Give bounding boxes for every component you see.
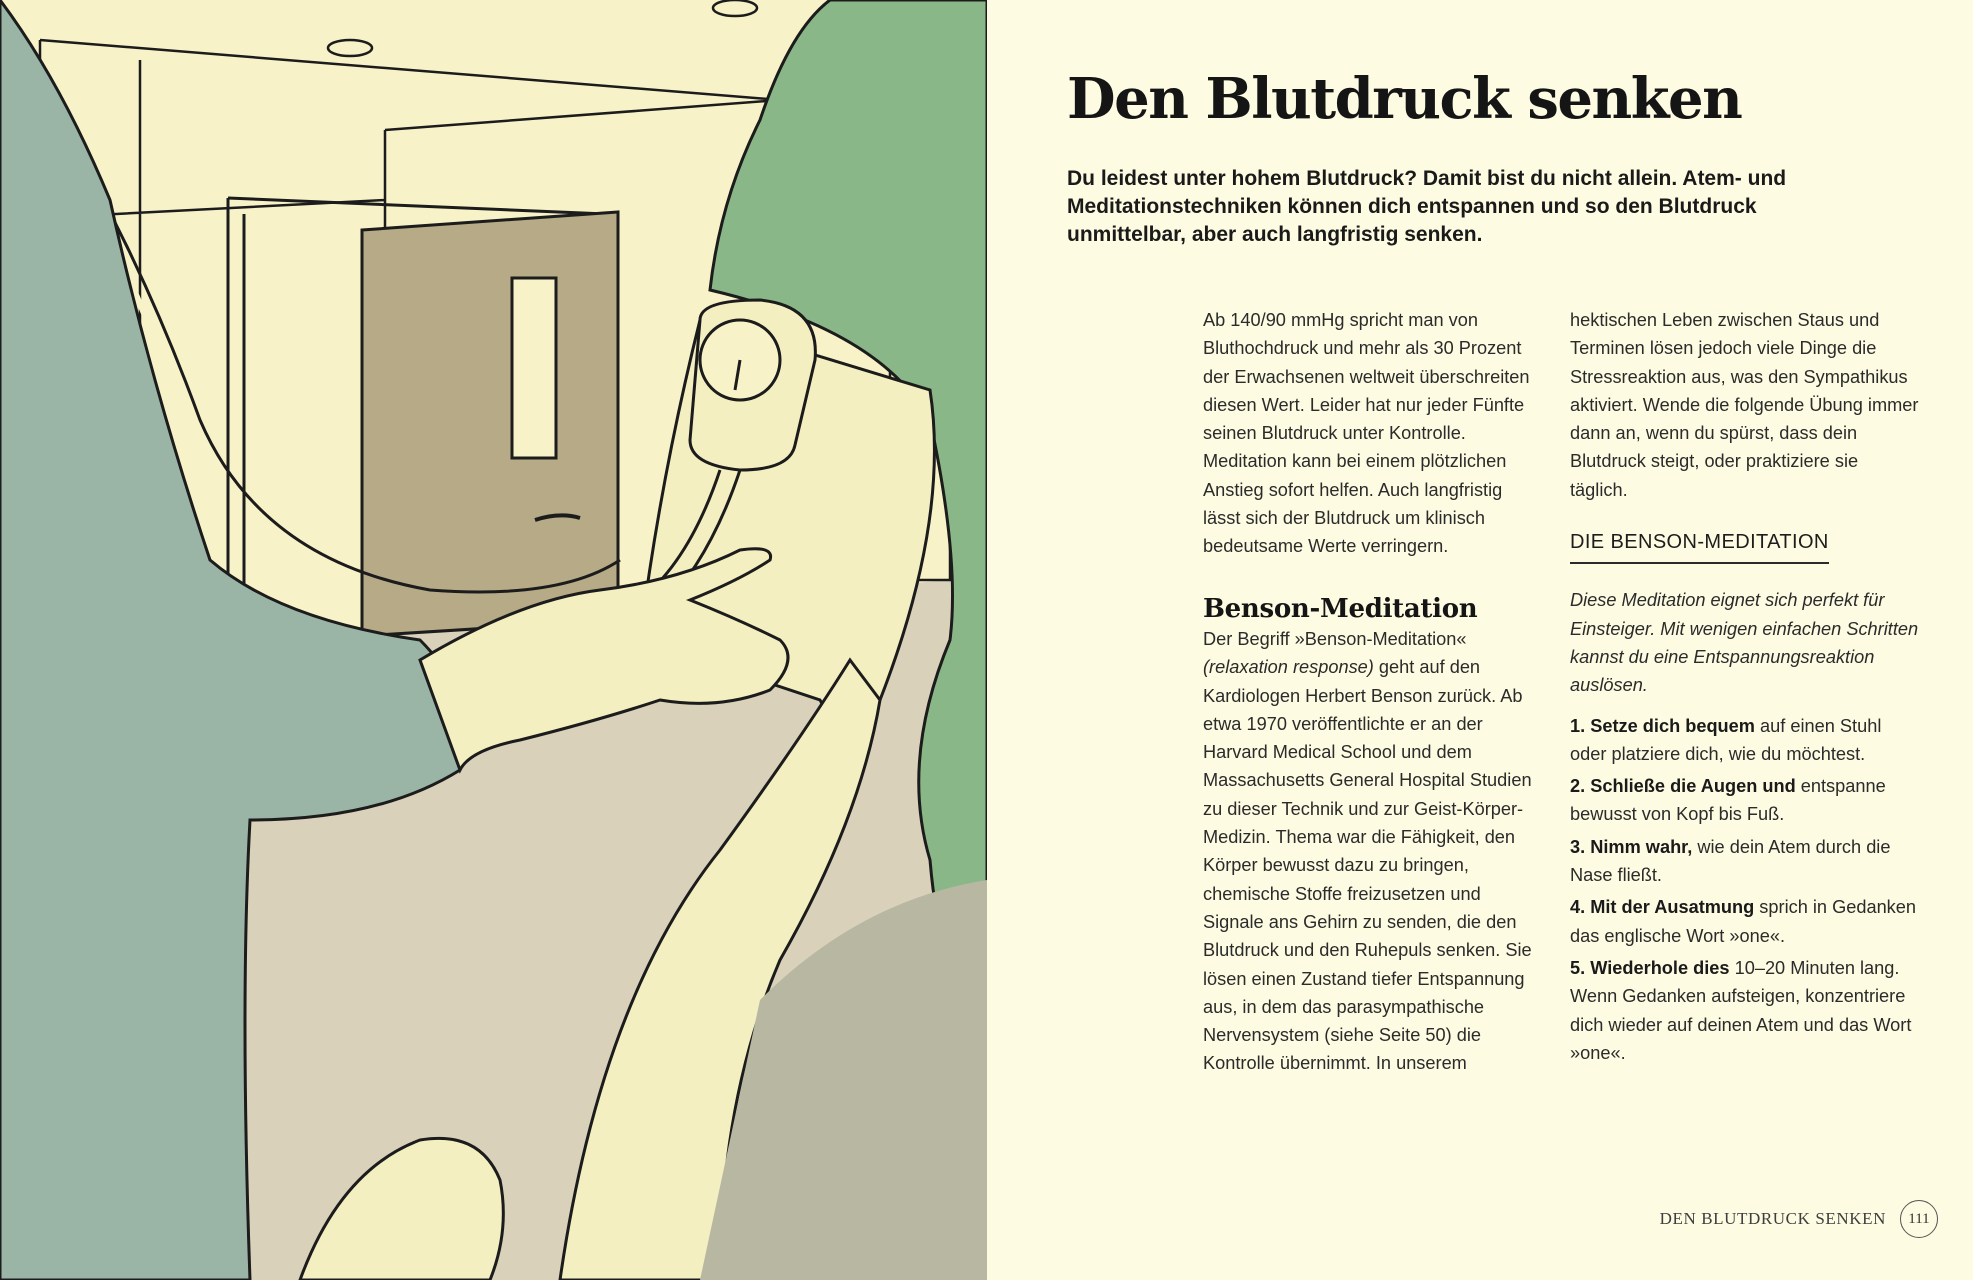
step-text: 10–20 Minuten lang. Wenn Gedanken aufsteigen, konzentriere dich wieder auf deinen Atem und das Wort »one«.	[1570, 957, 1912, 1063]
door	[362, 212, 618, 636]
exercise-intro: Diese Meditation eignet sich perfekt für Einsteiger. Mit wenigen einfachen Schritten kannst du eine Entspannungsreaktion auslösen.	[1570, 590, 1919, 696]
ceiling-light	[328, 40, 372, 56]
step-text: entspanne bewusst von Kopf bis Fuß.	[1570, 776, 1886, 825]
step-lead: 1. Setze dich bequem	[1570, 715, 1755, 736]
step-lead: 3. Nimm wahr,	[1570, 836, 1693, 857]
steps-list	[1570, 712, 1920, 1068]
section-heading-benson: Benson-Meditation	[1203, 593, 1478, 624]
step-text: auf einen Stuhl oder platziere dich, wie du möchtest.	[1570, 715, 1882, 764]
page-number: 111	[1900, 1200, 1938, 1238]
section-heading-caps: DIE BENSON-MEDITATION	[1570, 528, 1829, 564]
text-column-right	[1570, 306, 1920, 1071]
text-span: geht auf den Kardiologen Herbert Benson zurück. Ab etwa 1970 veröffentlichte er an der Harvard Medical School und dem Massachusetts General Hospital Studien zu dieser Technik und zur Geist-Körper-Medizin. Thema war die Fähigkeit, den Körper bewusst dazu zu bringen, chemische Stoffe freizusetzen und Signale ans Gehirn zu senden, die den Blutdruck und den Ruhepuls senken. Sie lösen einen Zustand tiefer Entspannung aus, in dem das parasympathische Nervensystem (siehe Seite 50) die Kontrolle übernimmt. In unserem	[1203, 657, 1532, 1074]
running-footer-title: DEN BLUTDRUCK SENKEN	[1659, 1209, 1886, 1228]
step-text: wie dein Atem durch die Nase fließt.	[1570, 836, 1891, 886]
step-text: sprich in Gedanken das englische Wort »one«.	[1570, 897, 1917, 946]
ceiling-light	[713, 0, 757, 16]
step-item	[1570, 833, 1920, 890]
page-footer	[1660, 1200, 1938, 1238]
text-column-left	[1203, 306, 1543, 1078]
step-item	[1570, 954, 1920, 1067]
page-title: Den Blutdruck senken	[1067, 66, 1742, 132]
text-span: Der Begriff »Benson-Meditation«	[1203, 628, 1467, 649]
italic-term: (relaxation response)	[1203, 657, 1374, 678]
step-item	[1570, 772, 1920, 829]
body-paragraph: hektischen Leben zwischen Staus und Terminen lösen jedoch viele Dinge die Stressreaktion aus, was den Sympathikus aktiviert. Wende die folgende Übung immer dann an, wenn du spürst, dass dein Blutdruck steigt, oder praktiziere sie täglich.	[1570, 310, 1919, 500]
step-item	[1570, 712, 1920, 769]
body-paragraph: Ab 140/90 mmHg spricht man von Bluthochdruck und mehr als 30 Prozent der Erwachsenen weltweit überschreiten diesen Wert. Leider hat nur jeder Fünfte seinen Blutdruck unter Kontrolle. Meditation kann bei einem plötzlichen Anstieg sofort helfen. Auch langfristig lässt sich der Blutdruck um klinisch bedeutsame Werte verringern.	[1203, 310, 1530, 557]
text-page	[987, 0, 1973, 1280]
step-lead: 5. Wiederhole dies	[1570, 957, 1730, 978]
step-item	[1570, 893, 1920, 950]
body-paragraph-benson	[1203, 625, 1543, 1078]
door-window	[512, 278, 556, 458]
step-lead: 4. Mit der Ausatmung	[1570, 897, 1755, 918]
step-lead: 2. Schließe die Augen und	[1570, 776, 1796, 797]
lead-paragraph: Du leidest unter hohem Blutdruck? Damit bist du nicht allein. Atem- und Meditationstechniken können dich entspannen und so den Blutdruck unmittelbar, aber auch langfristig senken.	[1067, 167, 1787, 246]
